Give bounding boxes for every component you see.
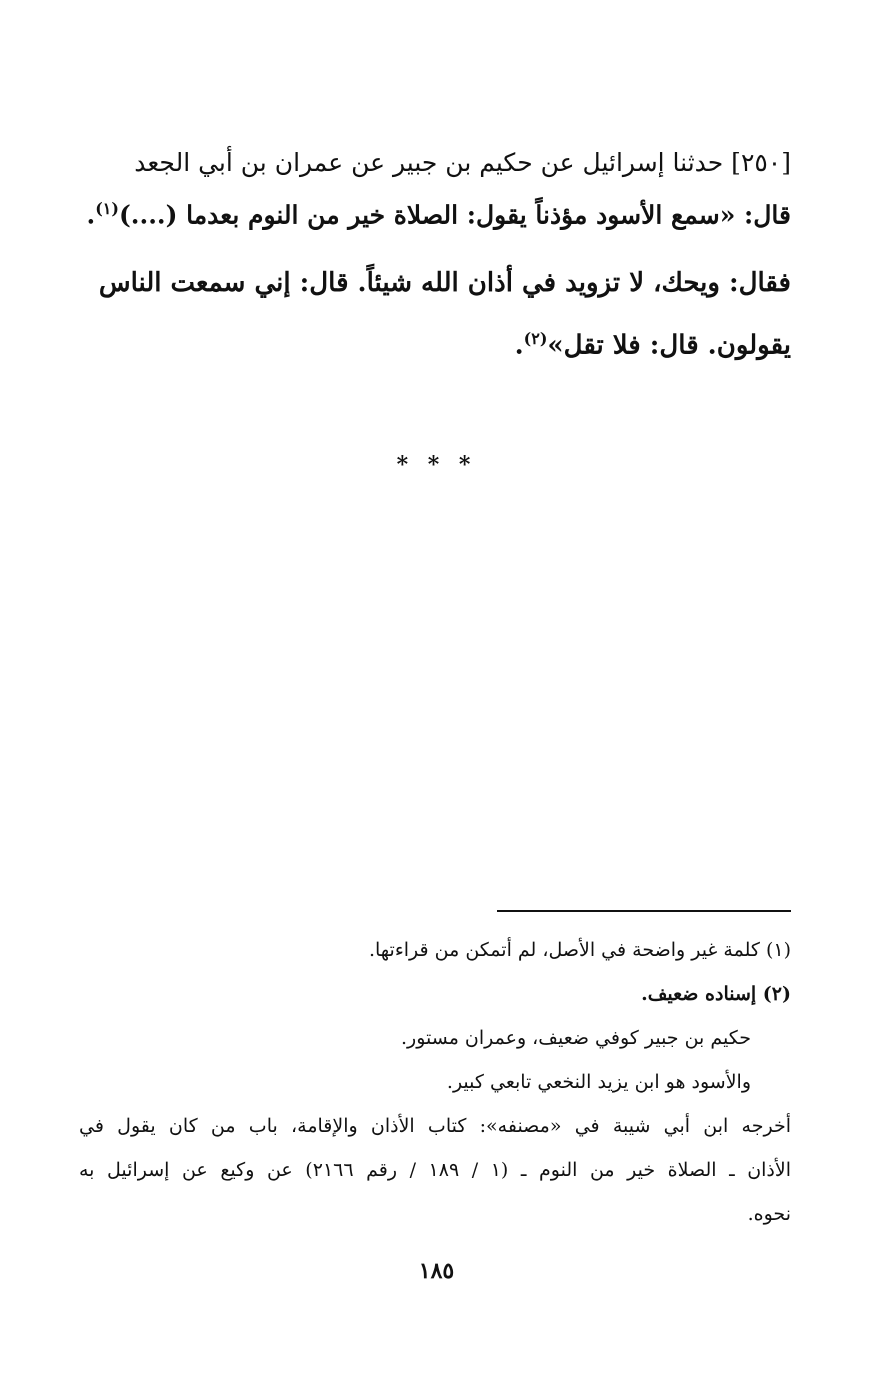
footnote-ref-1[interactable]: (١) — [95, 199, 119, 218]
hadith-continuation-block — [79, 255, 791, 374]
hadith-text-block — [79, 140, 791, 238]
hadith-line-4 — [79, 311, 791, 374]
hadith-chain-of-narration: [٢٥٠] حدثنا إسرائيل عن حكيم بن جبير عن عمران بن أبي الجعد — [134, 148, 791, 177]
hadith-matn-end: يقولون. قال: فلا تقل» — [547, 330, 791, 361]
period: . — [86, 200, 96, 230]
page-number: ١٨٥ — [418, 1258, 455, 1284]
footnote-2-takhrij-line-3: نحوه. — [747, 1203, 791, 1225]
hadith-line-1 — [79, 140, 791, 186]
hadith-line-3 — [79, 255, 791, 311]
period: . — [514, 330, 524, 361]
hadith-line-2 — [79, 186, 791, 238]
hadith-matn-start: قال: «سمع الأسود مؤذناً يقول: الصلاة خير من النوم بعدما (....) — [118, 200, 791, 230]
footnotes-block — [79, 928, 791, 1236]
footnote-2-takhrij-line-2: الأذان ـ الصلاة خير من النوم ـ (١ / ١٨٩ / رقم ٢١٦٦) عن وكيع عن إسرائيل به — [79, 1159, 792, 1181]
footnote-2-narrator-note: حكيم بن جبير كوفي ضعيف، وعمران مستور. — [400, 1027, 751, 1049]
footnote-2-takhrij-line-1: أخرجه ابن أبي شيبة في «مصنفه»: كتاب الأذان والإقامة، باب من كان يقول في — [79, 1115, 791, 1137]
footnote-ref-2[interactable]: (٢) — [523, 329, 548, 348]
footnote-1: (١) كلمة غير واضحة في الأصل، لم أتمكن من قراءتها. — [368, 939, 791, 961]
footnote-2-aswad-note: والأسود هو ابن يزيد النخعي تابعي كبير. — [446, 1071, 751, 1093]
footnote-divider — [497, 910, 791, 912]
hadith-matn-continued: فقال: ويحك، لا تزويد في أذان الله شيئاً. قال: إني سمعت الناس — [98, 268, 791, 298]
footnote-2-heading: (٢) إسناده ضعيف. — [641, 983, 791, 1005]
section-separator: * * * — [396, 452, 477, 478]
